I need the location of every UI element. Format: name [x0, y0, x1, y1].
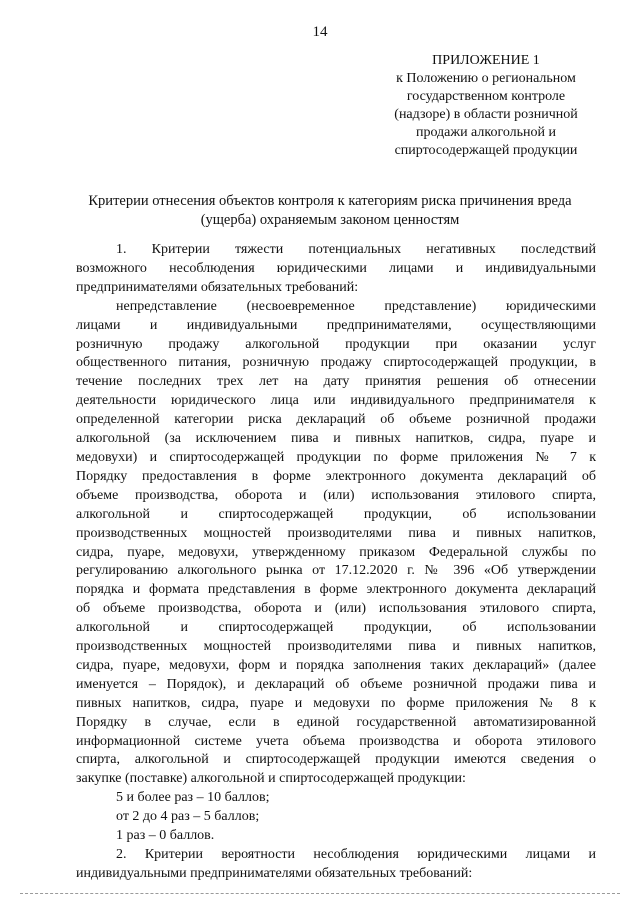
section-1-paragraph [76, 298, 596, 790]
title-line: Критерии отнесения объектов контроля к категориям риска причинения вреда [88, 193, 572, 209]
appendix-title: ПРИЛОЖЕНИЕ 1 [432, 53, 540, 68]
appendix-line: спиртосодержащей продукции [394, 143, 578, 158]
text-line: именуется – Порядок), и деклараций об объеме розничной продажи пива и [76, 676, 596, 692]
text-line: предпринимателями обязательных требований: [76, 279, 359, 295]
text-line: общественного питания, розничную продажу спиртосодержащей продукции, в [76, 355, 596, 371]
text-line: порядка и формата представления в форме электронного документа деклараций [76, 582, 596, 598]
text-line: течение последних трех лет на дату принятия решения об отнесении [76, 374, 596, 390]
appendix-header [370, 52, 602, 160]
text-line: Порядку предоставления в форме электронного документа деклараций об [76, 468, 596, 484]
document-title [62, 192, 598, 230]
appendix-line: продажи алкогольной и [415, 125, 557, 140]
text-line: спирта, алкогольной и спиртосодержащей продукции имеются сведения о [76, 752, 596, 768]
text-line: алкогольной и спиртосодержащей продукции, об использовании [76, 620, 596, 636]
document-body [76, 241, 596, 884]
text-line: непредставление (несвоевременное представление) юридическими [116, 298, 596, 314]
score-item: 1 раз – 0 баллов. [116, 828, 215, 844]
text-line: лицами и индивидуальными предпринимателями, осуществляющими [76, 317, 596, 333]
text-line: медовухи) и спиртосодержащей продукции по форме приложения № 7 к [76, 449, 596, 465]
text-line: объеме производства, оборота и (или) использования этилового спирта, [76, 487, 596, 503]
text-line: пивных напитков, сидра, пуаре и медовухи по форме приложения № 8 к [76, 695, 596, 711]
text-line: 2. Критерии вероятности несоблюдения юридическими лицами и [116, 847, 596, 862]
section-2-heading [76, 846, 596, 884]
appendix-line: (надзоре) в области розничной [394, 107, 578, 122]
text-line: регулированию алкогольного рынка от 17.12.2020 г. № 396 «Об утверждении [76, 563, 596, 579]
section-1-score-list [76, 789, 596, 846]
score-item: от 2 до 4 раз – 5 баллов; [116, 809, 260, 825]
text-line: сидра, пуаре, медовухи, утвержденному приказом Федеральной службы по [76, 544, 596, 560]
title-line: (ущерба) охраняемым законом ценностям [200, 212, 460, 228]
text-line: определенной категории риска деклараций об объеме розничной продажи [76, 412, 596, 428]
score-item: 5 и более раз – 10 баллов; [116, 790, 270, 806]
text-line: алкогольной (за исключением пива и пивных напитков, сидра, пуаре и [76, 431, 596, 447]
footer-divider [20, 893, 620, 894]
text-line: возможного несоблюдения юридическими лицами и индивидуальными [76, 260, 596, 276]
text-line: закупке (поставке) алкогольной и спиртосодержащей продукции: [76, 771, 466, 787]
appendix-line: государственном контроле [406, 89, 566, 104]
text-line: производственных мощностей производителями пива и пивных напитков, [76, 639, 596, 655]
page-number: 14 [312, 24, 328, 40]
text-line: информационной системе учета объема производства и оборота этилового [76, 733, 596, 749]
text-line: 1. Критерии тяжести потенциальных негативных последствий [116, 242, 596, 257]
section-1-heading [76, 241, 596, 298]
text-line: Порядку в случае, если в единой государственной автоматизированной [76, 714, 596, 730]
appendix-line: к Положению о региональном [396, 71, 576, 86]
text-line: алкогольной и спиртосодержащей продукции, об использовании [76, 506, 596, 522]
text-line: сидра, пуаре, медовухи, форм и порядка заполнения таких деклараций» (далее [76, 657, 596, 673]
text-line: об объеме производства, оборота и (или) использования этилового спирта, [76, 601, 596, 617]
text-line: индивидуальными предпринимателями обязательных требований: [76, 865, 473, 881]
text-line: деятельности юридического лица или индивидуального предпринимателя к [76, 393, 596, 409]
text-line: розничную продажу алкогольной продукции при оказании услуг [76, 336, 596, 352]
text-line: производственных мощностей производителями пива и пивных напитков, [76, 525, 596, 541]
